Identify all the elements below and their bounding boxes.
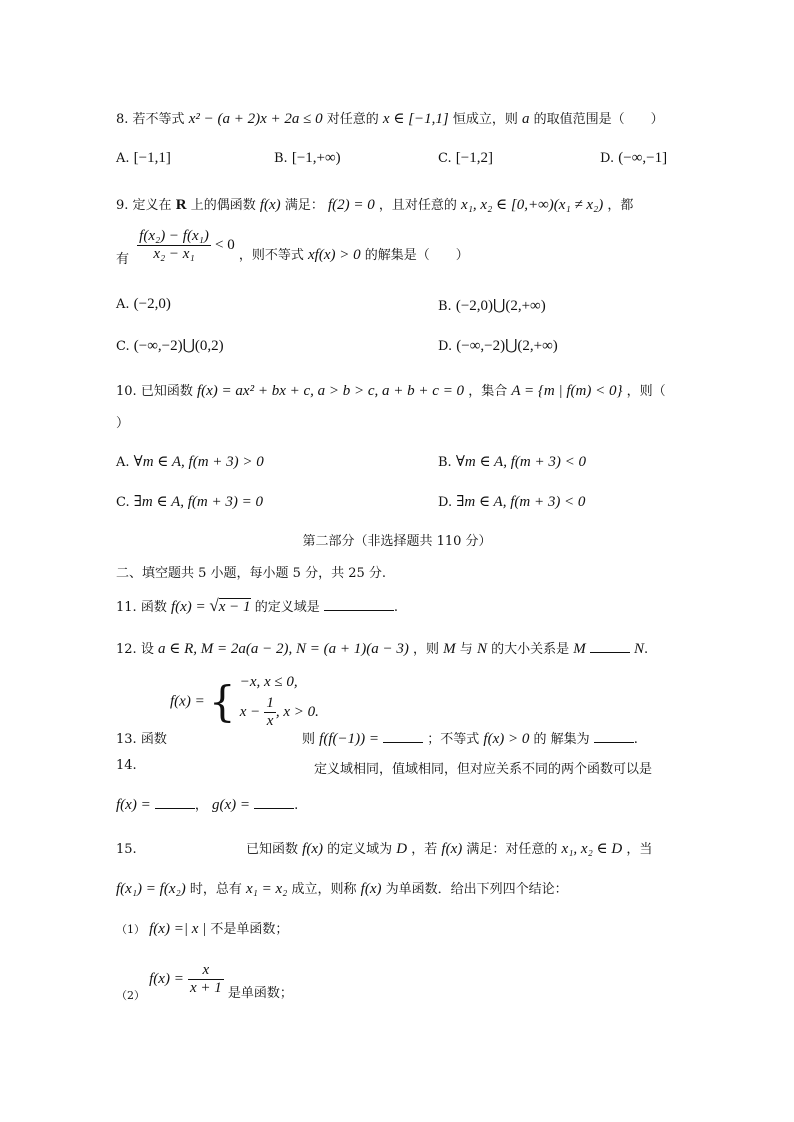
question-13-number xyxy=(116,728,167,747)
math-expression: f(x₁) = f(x₂) xyxy=(116,881,186,897)
option-text: (−2,0) xyxy=(133,296,171,312)
question-11 xyxy=(116,596,398,616)
option-text: (−∞,−2)⋃(0,2) xyxy=(133,338,224,354)
option-text: ∃m ∈ A, f(m + 3) < 0 xyxy=(456,494,586,510)
math-expression: < 0 xyxy=(214,237,235,253)
math-variable: a xyxy=(522,111,530,127)
option-text: ∃m ∈ A, f(m + 3) = 0 xyxy=(133,494,263,510)
math-variable: D xyxy=(396,841,408,857)
option-text: (−∞,−2)⋃(2,+∞) xyxy=(456,338,558,354)
option-label: C. xyxy=(438,151,452,166)
answer-blank[interactable] xyxy=(254,796,294,809)
question-text: 函数 xyxy=(140,600,167,615)
answer-blank[interactable] xyxy=(594,730,634,743)
question-text: 为单函数．给出下列四个结论： xyxy=(385,882,568,897)
math-expression: f(x) xyxy=(302,841,323,857)
question-text: 已知函数 xyxy=(140,384,193,399)
question-text: 有 xyxy=(116,252,130,267)
sqrt-radicand: x − 1 xyxy=(218,599,251,615)
question-text: ，集合 xyxy=(468,384,508,399)
option-d xyxy=(600,150,667,167)
conclusion-number: （2） xyxy=(116,989,145,1002)
question-14-text: 定义域相同，值域相同，但对应关系不同的两个函数可以是 xyxy=(314,762,653,777)
math-expression: f(x) xyxy=(360,881,382,897)
fraction-numerator: 1 xyxy=(266,695,274,711)
math-expression: f(x) = xyxy=(149,971,184,987)
answer-blank[interactable] xyxy=(324,598,394,611)
math-variable: N xyxy=(476,641,487,657)
fraction-numerator: x xyxy=(188,962,224,980)
option-text: [−1,1] xyxy=(133,150,171,166)
option-b xyxy=(438,296,546,315)
question-text: 满足：对任意的 xyxy=(466,842,558,857)
math-expression: f(x) = xyxy=(116,797,151,813)
math-set-r: R xyxy=(175,197,187,213)
math-expression: g(x) = xyxy=(211,797,251,813)
math-expression: f(x) = ax² + bx + c, a > b > c, a + b + c = 0 xyxy=(196,383,465,399)
question-text: ，则（ xyxy=(626,384,666,399)
question-15-stem xyxy=(246,838,652,858)
left-brace-icon: { xyxy=(208,677,236,726)
math-expression: f(x) xyxy=(441,841,463,857)
piecewise-function xyxy=(170,674,319,730)
difference-quotient xyxy=(137,228,211,263)
question-text: ，且对任意的 xyxy=(378,198,457,213)
question-text: 的解集是（ ） xyxy=(364,248,469,263)
math-expression: A = {m | f(m) < 0} xyxy=(511,383,623,399)
conclusion-2-fraction xyxy=(188,962,224,997)
math-expression: x₁, x₂ ∈ [0,+∞)(x₁ ≠ x₂) xyxy=(461,197,604,213)
option-a xyxy=(116,452,264,471)
option-label: A. xyxy=(116,455,130,470)
case-2-fraction xyxy=(264,695,276,730)
option-label: A. xyxy=(116,151,130,166)
option-a xyxy=(116,150,171,167)
question-13-tail xyxy=(302,728,638,748)
question-text: ，若 xyxy=(411,842,438,857)
option-b xyxy=(274,150,341,167)
case-1: −x, x ≤ 0, xyxy=(239,674,298,690)
question-text: 的定义域是 xyxy=(254,600,320,615)
question-text: 的定义域为 xyxy=(327,842,393,857)
option-b xyxy=(438,452,586,471)
fraction-denominator: x₂ − x₁ xyxy=(153,246,195,262)
conclusion-text: 是单函数； xyxy=(227,986,293,1001)
math-expression: a ∈ R, M = 2a(a − 2), N = (a + 1)(a − 3) xyxy=(157,641,409,657)
case-2 xyxy=(240,695,319,730)
question-text: 解集为 xyxy=(550,732,590,747)
option-d xyxy=(438,336,558,355)
fraction-denominator: x xyxy=(266,713,274,729)
math-expression: x₁ = x₂ xyxy=(245,881,288,897)
answer-blank[interactable] xyxy=(155,796,195,809)
question-12 xyxy=(116,638,648,658)
option-label: B. xyxy=(274,151,288,166)
question-text: 的取值范围是（ ） xyxy=(533,112,664,127)
math-variable: M xyxy=(443,641,456,657)
math-expression: f(x) > 0 xyxy=(483,731,530,747)
math-expression: x ∈ [−1,1] xyxy=(382,111,449,127)
math-variable: N xyxy=(634,641,645,657)
option-d xyxy=(438,492,585,511)
question-number: 13. xyxy=(116,732,137,747)
question-text: 上的偶函数 xyxy=(190,198,256,213)
question-text: 的大小关系是 xyxy=(491,642,570,657)
question-number: 8. xyxy=(116,112,129,127)
option-text: [−1,+∞) xyxy=(291,150,341,166)
case-2-prefix: x − xyxy=(239,704,261,720)
answer-blank[interactable] xyxy=(383,730,423,743)
question-15-definition xyxy=(116,878,568,898)
punctuation: . xyxy=(633,732,638,747)
conclusion-1 xyxy=(116,918,288,938)
fraction-numerator: f(x₂) − f(x₁) xyxy=(139,228,209,244)
conclusion-text: 不是单函数； xyxy=(210,922,289,937)
math-expression: f(2) = 0 xyxy=(327,197,375,213)
question-10-stem xyxy=(116,380,666,400)
question-9-condition xyxy=(116,228,469,267)
option-label: A. xyxy=(116,297,130,312)
math-variable: M xyxy=(573,641,586,657)
option-label: D. xyxy=(438,495,453,510)
option-text: [−1,2] xyxy=(455,150,493,166)
question-text: 设 xyxy=(140,642,154,657)
math-expression: f(x) = xyxy=(170,599,210,615)
option-text: (−2,0)⋃(2,+∞) xyxy=(455,298,546,314)
option-label: C. xyxy=(116,495,130,510)
question-text: ，当 xyxy=(626,842,653,857)
question-15-number: 15. xyxy=(116,842,137,857)
option-c xyxy=(438,150,493,167)
question-number: 11. xyxy=(116,600,137,615)
question-text: ，则不等式 xyxy=(238,248,304,263)
question-text: 与 xyxy=(459,642,473,657)
question-text: 的 xyxy=(533,732,547,747)
question-text: 则 xyxy=(302,732,316,747)
question-10-paren-close: ） xyxy=(116,416,130,431)
option-label: D. xyxy=(438,339,453,354)
question-number: 10. xyxy=(116,384,137,399)
question-text: ；不等式 xyxy=(427,732,480,747)
option-label: B. xyxy=(438,299,452,314)
math-expression: f(x) = xyxy=(170,693,205,710)
question-9-stem xyxy=(116,194,633,214)
question-text: ，则 xyxy=(412,642,439,657)
option-label: C. xyxy=(116,339,130,354)
conclusion-2 xyxy=(116,962,293,1003)
option-label: B. xyxy=(438,455,452,470)
math-expression: xf(x) > 0 xyxy=(308,247,361,263)
question-text: 函数 xyxy=(140,732,167,747)
punctuation: . xyxy=(644,642,649,657)
math-expression: f(x) =| x | xyxy=(149,921,207,937)
section-2-heading: 二、填空题共 5 小题，每小题 5 分，共 25 分. xyxy=(116,566,387,581)
question-14-answers xyxy=(116,794,298,814)
option-c xyxy=(116,336,224,355)
question-text: 定义在 xyxy=(132,198,172,213)
option-text: ∀m ∈ A, f(m + 3) < 0 xyxy=(455,454,586,470)
math-expression: x₁, x₂ ∈ D xyxy=(561,841,623,857)
option-c xyxy=(116,492,263,511)
question-text: 满足： xyxy=(284,198,324,213)
question-text: 成立，则称 xyxy=(291,882,357,897)
question-number: 9. xyxy=(116,198,129,213)
question-text: ，都 xyxy=(607,198,634,213)
part-2-heading: 第二部分（非选择题共 110 分） xyxy=(302,534,492,549)
question-text: 对任意的 xyxy=(326,112,379,127)
question-text: 恒成立，则 xyxy=(452,112,518,127)
sqrt-icon: √ xyxy=(209,596,219,615)
conclusion-number: （1） xyxy=(116,923,145,936)
question-text: 时，总有 xyxy=(189,882,242,897)
math-expression: f(x) xyxy=(259,197,281,213)
math-expression: x² − (a + 2)x + 2a ≤ 0 xyxy=(188,111,323,127)
math-expression: f(f(−1)) = xyxy=(319,731,379,747)
question-text: 已知函数 xyxy=(246,842,299,857)
question-text: 若不等式 xyxy=(132,112,185,127)
punctuation: . xyxy=(393,600,398,615)
question-8-stem xyxy=(116,108,664,128)
answer-blank[interactable] xyxy=(590,640,630,653)
option-label: D. xyxy=(600,151,615,166)
question-number: 12. xyxy=(116,642,137,657)
fraction-denominator: x + 1 xyxy=(189,980,222,996)
piecewise-cases xyxy=(240,674,319,730)
option-text: ∀m ∈ A, f(m + 3) > 0 xyxy=(133,454,264,470)
case-2-suffix: , x > 0. xyxy=(275,704,319,720)
option-a xyxy=(116,296,171,313)
question-14-number: 14. xyxy=(116,758,137,773)
punctuation: ， xyxy=(194,798,208,813)
option-text: (−∞,−1] xyxy=(618,150,668,166)
punctuation: . xyxy=(294,798,299,813)
